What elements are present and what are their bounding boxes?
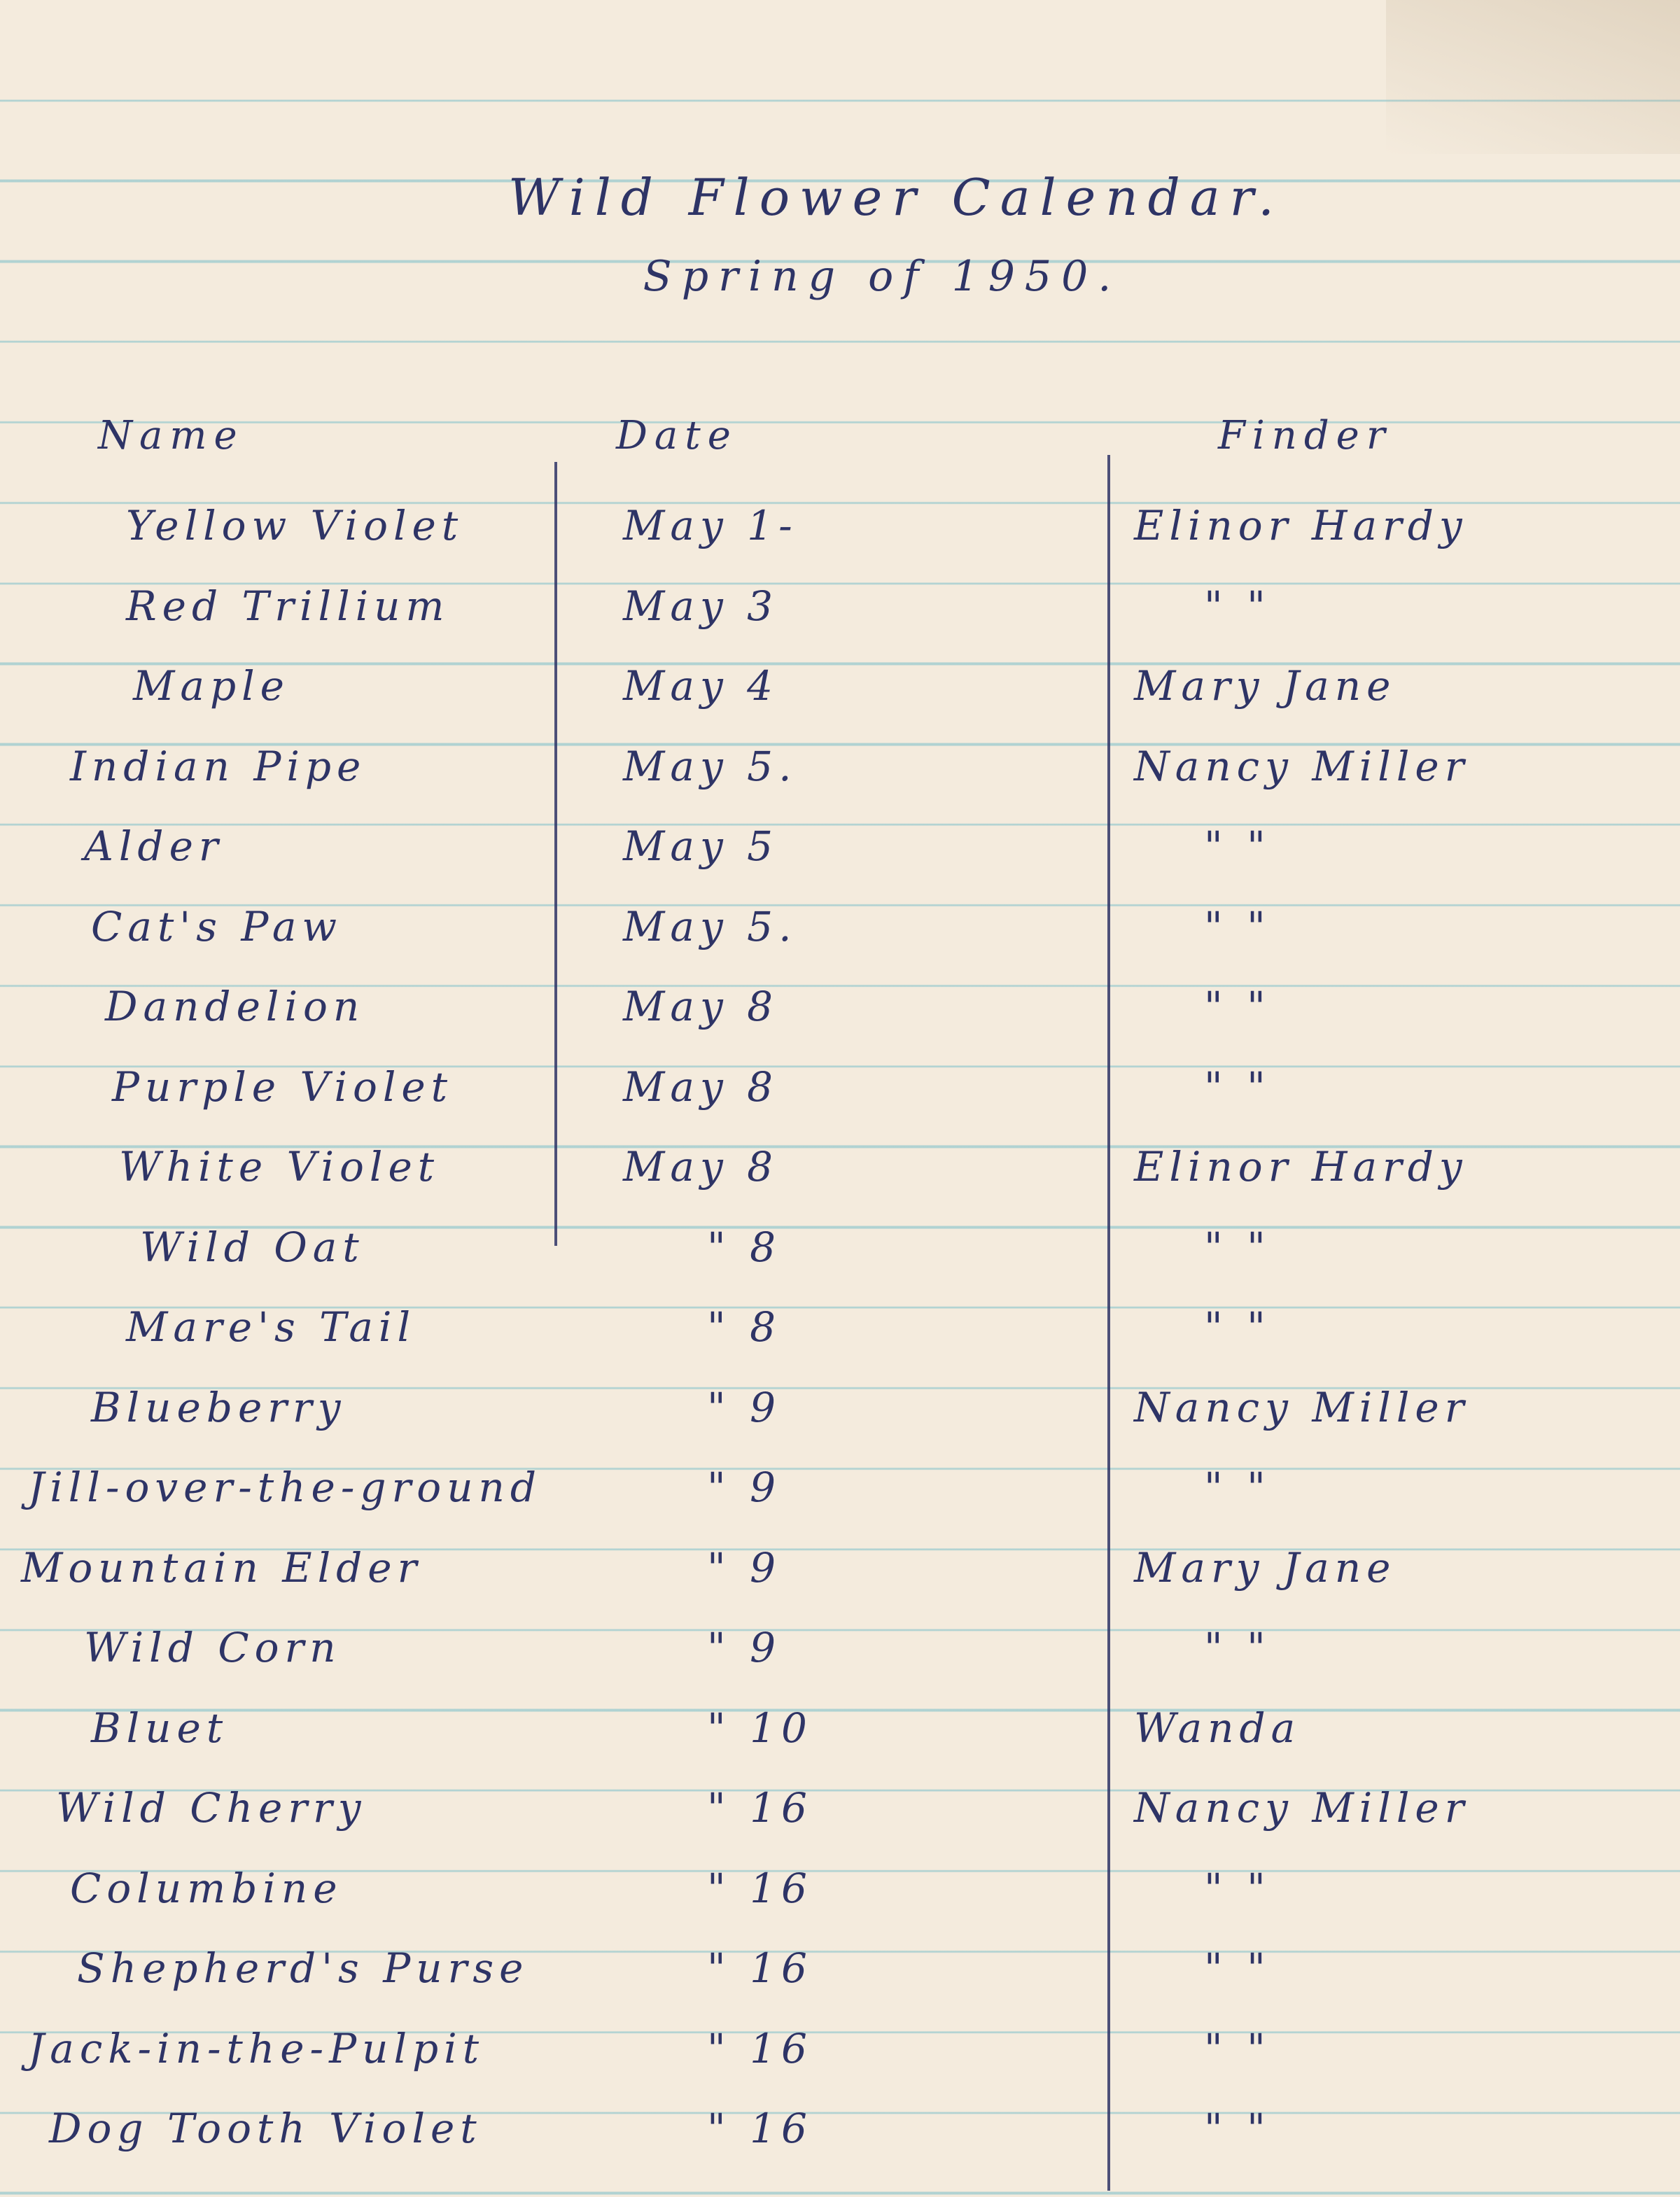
- finder-name: Mary Jane: [1134, 662, 1396, 710]
- finder-name: " ": [1204, 1864, 1271, 1912]
- flower-name: Columbine: [70, 1864, 343, 1912]
- finder-name: " ": [1204, 1303, 1271, 1351]
- table-row: [0, 1848, 1680, 1928]
- table-row: [0, 1047, 1680, 1127]
- finder-name: Elinor Hardy: [1134, 1143, 1468, 1191]
- finder-name: " ": [1204, 2024, 1271, 2072]
- flower-name: Alder: [84, 822, 224, 870]
- table-row: [0, 1447, 1680, 1527]
- found-date: May 5.: [623, 902, 797, 950]
- found-date: May 1-: [623, 502, 798, 549]
- paper-stain: [1386, 0, 1680, 154]
- flower-name: Dandelion: [105, 983, 365, 1030]
- finder-name: " ": [1204, 983, 1271, 1030]
- found-date: " 10: [707, 1704, 813, 1752]
- found-date: " 16: [707, 2024, 813, 2072]
- table-row: [0, 1928, 1680, 2008]
- found-date: May 8: [623, 983, 779, 1030]
- flower-name: Mountain Elder: [21, 1543, 423, 1592]
- table-row: [0, 1207, 1680, 1287]
- found-date: May 8: [623, 1143, 779, 1191]
- flower-name: Wild Corn: [84, 1624, 342, 1671]
- table-row: [0, 727, 1680, 806]
- table-row: [0, 1127, 1680, 1207]
- finder-name: " ": [1204, 1464, 1271, 1511]
- found-date: " 9: [707, 1543, 782, 1592]
- table-row: [0, 646, 1680, 726]
- page-subtitle: Spring of 1950.: [643, 252, 1121, 301]
- found-date: May 5: [623, 822, 779, 870]
- table-row: [0, 806, 1680, 886]
- table-row: [0, 967, 1680, 1046]
- found-date: " 16: [707, 1864, 813, 1912]
- found-date: " 16: [707, 1944, 813, 1992]
- flower-name: White Violet: [119, 1143, 440, 1191]
- found-date: " 8: [707, 1303, 782, 1351]
- finder-name: Mary Jane: [1134, 1543, 1396, 1592]
- found-date: " 16: [707, 1784, 813, 1832]
- finder-name: " ": [1204, 582, 1271, 630]
- found-date: May 3: [623, 582, 779, 630]
- table-row: [0, 566, 1680, 646]
- flower-name: Yellow Violet: [126, 502, 464, 549]
- column-header-date: Date: [616, 413, 738, 458]
- found-date: " 9: [707, 1383, 782, 1431]
- finder-name: Wanda: [1134, 1704, 1301, 1752]
- table-row: [0, 486, 1680, 566]
- finder-name: Nancy Miller: [1134, 1383, 1470, 1431]
- flower-name: Jack-in-the-Pulpit: [28, 2024, 485, 2072]
- table-row: [0, 1287, 1680, 1367]
- flower-name: Wild Oat: [140, 1223, 365, 1271]
- finder-name: " ": [1204, 902, 1271, 950]
- found-date: May 4: [623, 662, 779, 710]
- finder-name: " ": [1204, 1223, 1271, 1271]
- flower-name: Shepherd's Purse: [77, 1944, 529, 1992]
- finder-name: " ": [1204, 822, 1271, 870]
- finder-name: " ": [1204, 1062, 1271, 1111]
- found-date: " 8: [707, 1223, 782, 1271]
- finder-name: Nancy Miller: [1134, 742, 1470, 790]
- table-row: [0, 1768, 1680, 1848]
- finder-name: Nancy Miller: [1134, 1784, 1470, 1832]
- finder-name: Elinor Hardy: [1134, 502, 1468, 549]
- table-row: [0, 1528, 1680, 1608]
- found-date: " 9: [707, 1624, 782, 1671]
- flower-name: Wild Cherry: [56, 1784, 367, 1832]
- table-row: [0, 887, 1680, 967]
- flower-name: Bluet: [91, 1704, 229, 1752]
- table-row: [0, 1688, 1680, 1768]
- table-row: [0, 2089, 1680, 2168]
- flower-name: Purple Violet: [112, 1062, 454, 1111]
- flower-name: Mare's Tail: [126, 1303, 416, 1351]
- flower-name: Blueberry: [91, 1383, 346, 1431]
- found-date: " 16: [707, 2105, 813, 2152]
- table-row: [0, 1608, 1680, 1687]
- flower-name: Jill-over-the-ground: [28, 1464, 542, 1511]
- flower-name: Red Trillium: [126, 582, 450, 630]
- flower-name: Indian Pipe: [70, 742, 367, 790]
- flower-name: Maple: [133, 662, 290, 710]
- found-date: " 9: [707, 1464, 782, 1511]
- found-date: May 8: [623, 1062, 779, 1111]
- finder-name: " ": [1204, 2105, 1271, 2152]
- flower-name: Cat's Paw: [91, 902, 343, 950]
- found-date: May 5.: [623, 742, 797, 790]
- flower-name: Dog Tooth Violet: [49, 2105, 482, 2152]
- page-title: Wild Flower Calendar.: [507, 168, 1284, 227]
- table-row: [0, 1368, 1680, 1447]
- table-row: [0, 2009, 1680, 2089]
- column-header-finder: Finder: [1218, 413, 1392, 458]
- finder-name: " ": [1204, 1944, 1271, 1992]
- finder-name: " ": [1204, 1624, 1271, 1671]
- column-header-name: Name: [98, 413, 244, 458]
